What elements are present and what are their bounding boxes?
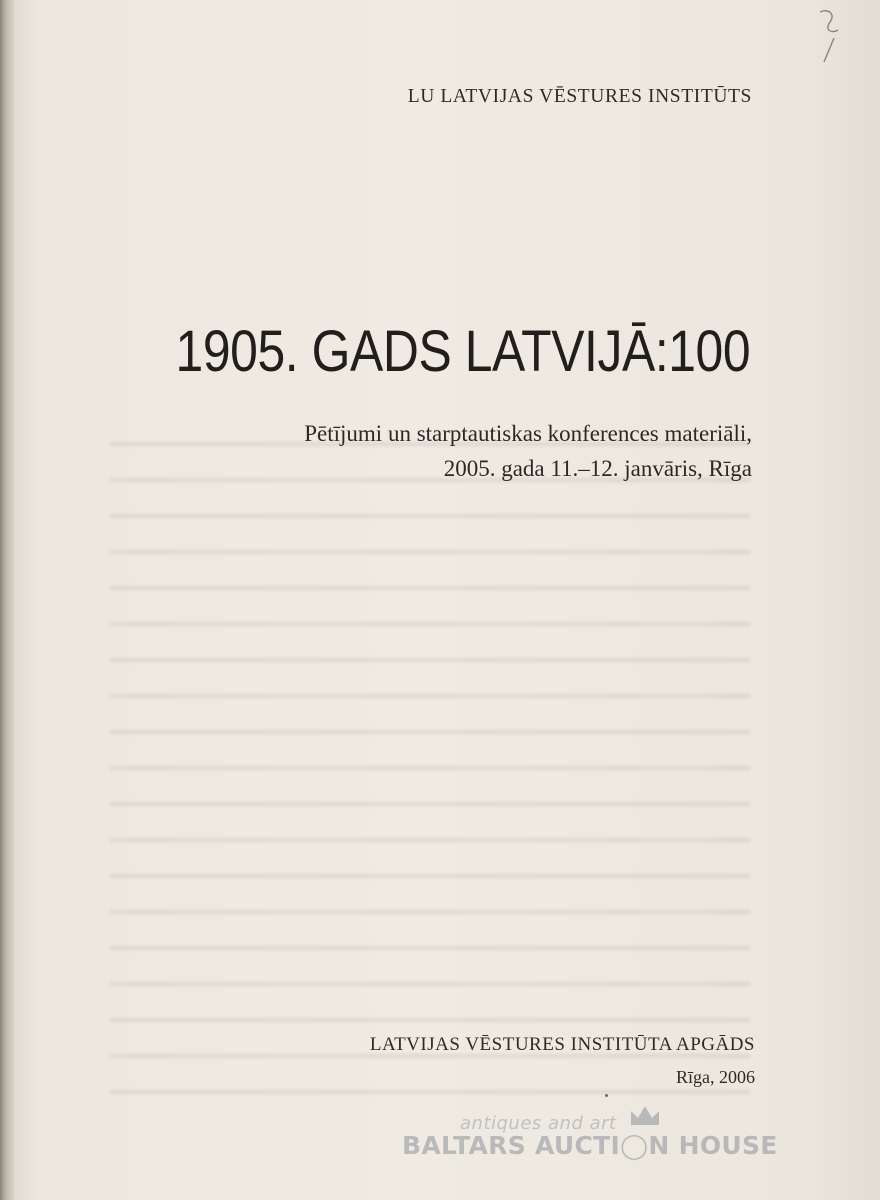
publisher-place-year: Rīga, 2006 (676, 1067, 755, 1087)
publisher-name: LATVIJAS VĒSTURES INSTITŪTA APGĀDS (369, 1034, 755, 1055)
auction-watermark (400, 1103, 800, 1169)
paper-speck (605, 1094, 608, 1097)
show-through-text (110, 420, 750, 1100)
book-subtitle (304, 416, 752, 486)
crown-icon (628, 1103, 662, 1129)
book-spine-edge (0, 0, 14, 1200)
publisher-block (370, 1028, 755, 1094)
book-title: 1905. GADS LATVIJĀ:100 (175, 319, 750, 384)
subtitle-line-1: Pētījumi un starptautiskas konferences materiāli, (304, 421, 752, 446)
institute-name: LU LATVIJAS VĒSTURES INSTITŪTS (407, 86, 752, 107)
subtitle-line-2: 2005. gada 11.–12. janvāris, Rīga (443, 456, 752, 481)
watermark-tagline: antiques and art (460, 1113, 617, 1134)
watermark-brand: BALTARS AUCTI◯N HOUSE (402, 1131, 778, 1160)
pencil-mark-icon (810, 4, 850, 64)
